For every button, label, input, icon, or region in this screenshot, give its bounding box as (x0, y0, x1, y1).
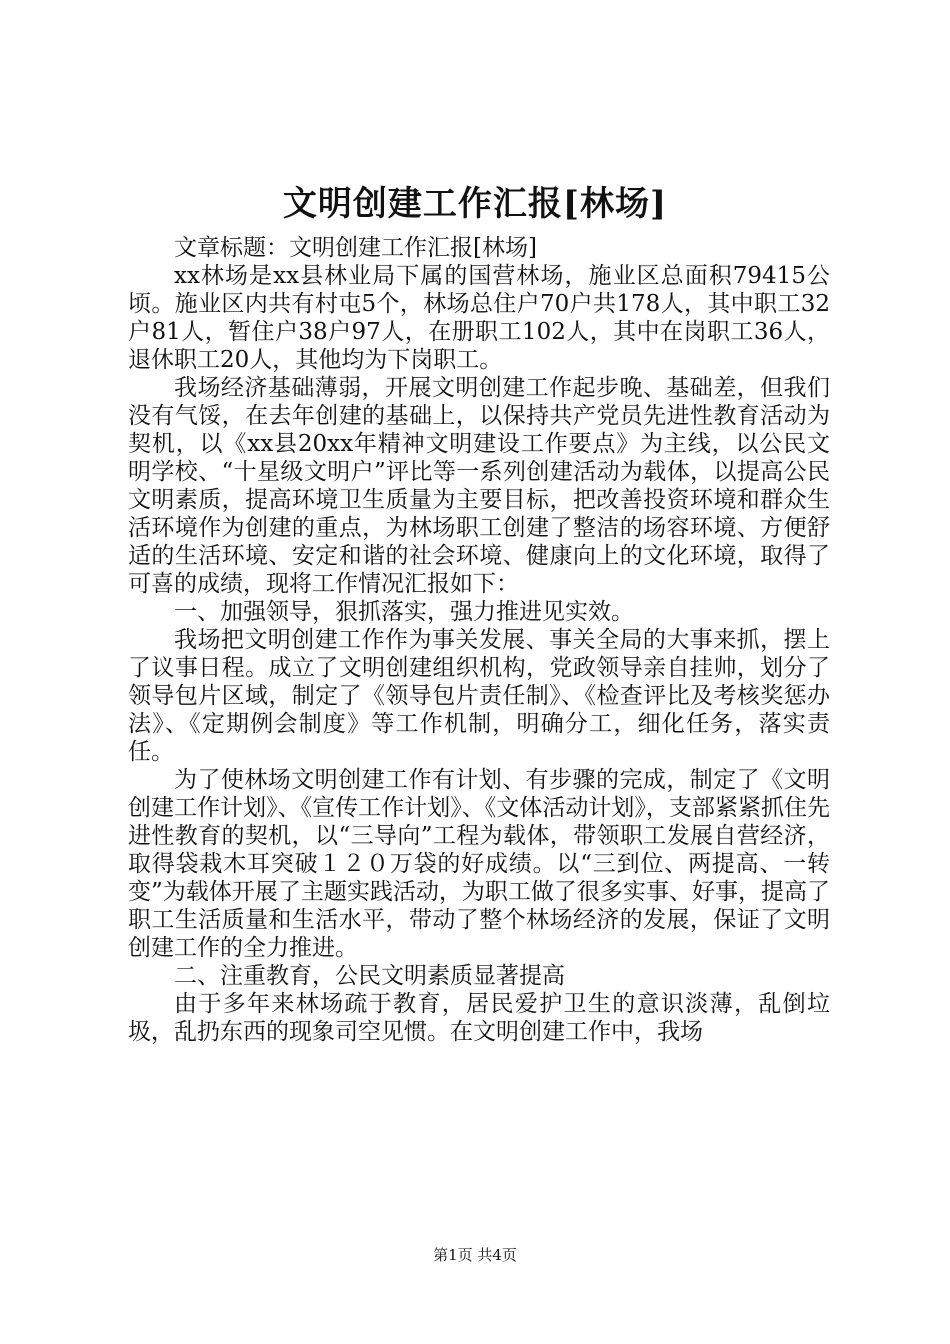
paragraph-overview: xx林场是xx县林业局下属的国营林场，施业区总面积79415公顷。施业区内共有村屯5个，林场总住户70户共178人，其中职工32户81人，暂住户38户97人，在册职工102人，其中在岗职工36人，退休职工20人，其他均为下岗职工。 (128, 263, 830, 373)
document-body (128, 234, 830, 1046)
paragraph-introduction: 我场经济基础薄弱，开展文明创建工作起步晚、基础差，但我们没有气馁，在去年创建的基础上，以保持共产党员先进性教育活动为契机，以《xx县20xx年精神文明建设工作要点》为主线，以公民文明学校、“十星级文明户”评比等一系列创建活动为载体，以提高公民文明素质，提高环境卫生质量为主要目标，把改善投资环境和群众生活环境作为创建的重点，为林场职工创建了整洁的场容环境、方便舒适的生活环境、安定和谐的社会环境、健康向上的文化环境，取得了可喜的成绩，现将工作情况汇报如下： (128, 375, 830, 597)
article-title-line: 文章标题：文明创建工作汇报[林场] (174, 235, 537, 261)
page-footer (0, 1245, 950, 1265)
section-heading-1: 一、加强领导，狠抓落实，强力推进见实效。 (174, 599, 634, 625)
paragraph-education: 由于多年来林场疏于教育，居民爱护卫生的意识淡薄，乱倒垃圾，乱扔东西的现象司空见惯。在文明创建工作中，我场 (128, 991, 830, 1045)
page-number: 第1页 共4页 (433, 1246, 517, 1264)
section-heading-2: 二、注重教育，公民文明素质显著提高 (174, 963, 565, 989)
document-title: 文明创建工作汇报[林场] (282, 184, 668, 224)
paragraph-planning: 为了使林场文明创建工作有计划、有步骤的完成，制定了《文明创建工作计划》、《宣传工作计划》、《文体活动计划》，支部紧紧抓住先进性教育的契机，以“三导向”工程为载体，带领职工发展自营经济，取得袋栽木耳突破１２０万袋的好成绩。以“三到位、两提高、一转变”为载体开展了主题实践活动，为职工做了很多实事、好事，提高了职工生活质量和生活水平，带动了整个林场经济的发展，保证了文明创建工作的全力推进。 (128, 767, 830, 961)
paragraph-leadership: 我场把文明创建工作作为事关发展、事关全局的大事来抓，摆上了议事日程。成立了文明创建组织机构，党政领导亲自挂帅，划分了领导包片区域，制定了《领导包片责任制》、《检查评比及考核奖惩办法》、《定期例会制度》等工作机制，明确分工，细化任务，落实责任。 (128, 627, 830, 765)
